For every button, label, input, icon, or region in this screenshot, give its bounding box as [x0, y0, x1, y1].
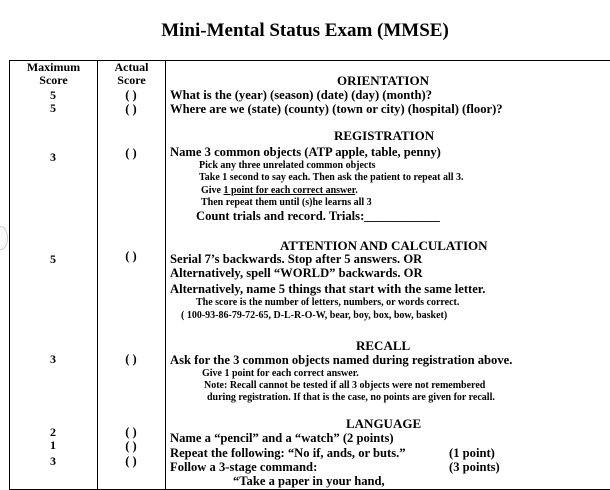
registration-item: Name 3 common objects (ATP apple, table, penny): [170, 145, 441, 159]
registration-note-3-underlined: 1 point for each correct answer: [223, 185, 356, 196]
attention-note: The score is the number of letters, numbers, or words correct.: [196, 297, 460, 308]
recall-note-3: during registration. If that is the case, no points are given for recall.: [207, 392, 495, 403]
recall-note-1: Give 1 point for each correct answer.: [202, 368, 359, 379]
recall-item: Ask for the 3 common objects named during registration above.: [170, 353, 513, 367]
page-title: Mini-Mental Status Exam (MMSE): [161, 20, 449, 41]
attention-max: 5: [50, 252, 56, 266]
language-max-3: 3: [50, 454, 56, 468]
language-score-3[interactable]: ( ): [125, 454, 137, 468]
recall-note-2: Note: Recall cannot be tested if all 3 objects were not remembered: [204, 380, 486, 391]
language-item-3: Follow a 3-stage command:: [170, 460, 318, 474]
registration-score[interactable]: ( ): [125, 146, 137, 160]
registration-note-1: Pick any three unrelated common objects: [199, 160, 376, 171]
orientation-score-2[interactable]: ( ): [125, 102, 137, 116]
attention-item-2: Alternatively, spell “WORLD” backwards. OR: [170, 266, 423, 280]
language-command-cutoff: “Take a paper in your hand,: [233, 474, 385, 488]
attention-examples: ( 100-93-86-79-72-65, D-L-R-O-W, bear, boy, box, bow, basket): [181, 310, 448, 321]
language-heading: LANGUAGE: [346, 416, 422, 431]
registration-heading: REGISTRATION: [334, 128, 435, 143]
language-item-1: Name a “pencil” and a “watch” (2 points): [170, 431, 394, 445]
attention-item-1: Serial 7’s backwards. Stop after 5 answers. OR: [170, 252, 423, 266]
language-item-2-points: (1 point): [449, 446, 495, 460]
recall-max: 3: [50, 352, 56, 366]
attention-item-3: Alternatively, name 5 things that start with the same letter.: [170, 282, 486, 296]
attention-score[interactable]: ( ): [125, 249, 137, 263]
attention-heading: ATTENTION AND CALCULATION: [280, 238, 488, 253]
orientation-score-1[interactable]: ( ): [125, 88, 137, 102]
page-edge-handle: [0, 226, 8, 250]
recall-heading: RECALL: [356, 338, 411, 353]
column-divider-2: [165, 60, 166, 490]
language-max-2: 1: [50, 438, 56, 452]
orientation-item-2: Where are we (state) (county) (town or city) (hospital) (floor)?: [170, 102, 503, 116]
registration-count-line: Count trials and record. Trials:____________: [196, 209, 440, 223]
language-item-3-points: (3 points): [449, 460, 500, 474]
actual-score-header-line2: Score: [117, 73, 146, 87]
language-score-1[interactable]: ( ): [125, 425, 137, 439]
language-item-2: Repeat the following: “No if, ands, or buts.”: [170, 446, 406, 460]
max-score-header-line2: Score: [39, 73, 68, 87]
max-score-header-line1: Maximum: [26, 60, 81, 74]
orientation-max-2: 5: [50, 101, 56, 115]
registration-note-3: [201, 185, 358, 196]
actual-score-header-line1: Actual: [114, 60, 149, 74]
orientation-max-1: 5: [50, 88, 56, 102]
registration-note-3-post: .: [355, 185, 358, 196]
orientation-heading: ORIENTATION: [337, 73, 429, 88]
registration-note-4: Then repeat them until (s)he learns all 3: [201, 197, 372, 208]
recall-score[interactable]: ( ): [125, 352, 137, 366]
registration-note-3-pre: Give: [201, 185, 224, 196]
column-divider-1: [97, 60, 98, 490]
language-max-1: 2: [50, 425, 56, 439]
registration-note-2: Take 1 second to say each. Then ask the patient to repeat all 3.: [199, 172, 464, 183]
orientation-item-1: What is the (year) (season) (date) (day) (month)?: [170, 88, 432, 102]
registration-max: 3: [50, 150, 56, 164]
actual-score-header: [98, 61, 165, 87]
language-score-2[interactable]: ( ): [125, 439, 137, 453]
max-score-header: [10, 61, 97, 87]
